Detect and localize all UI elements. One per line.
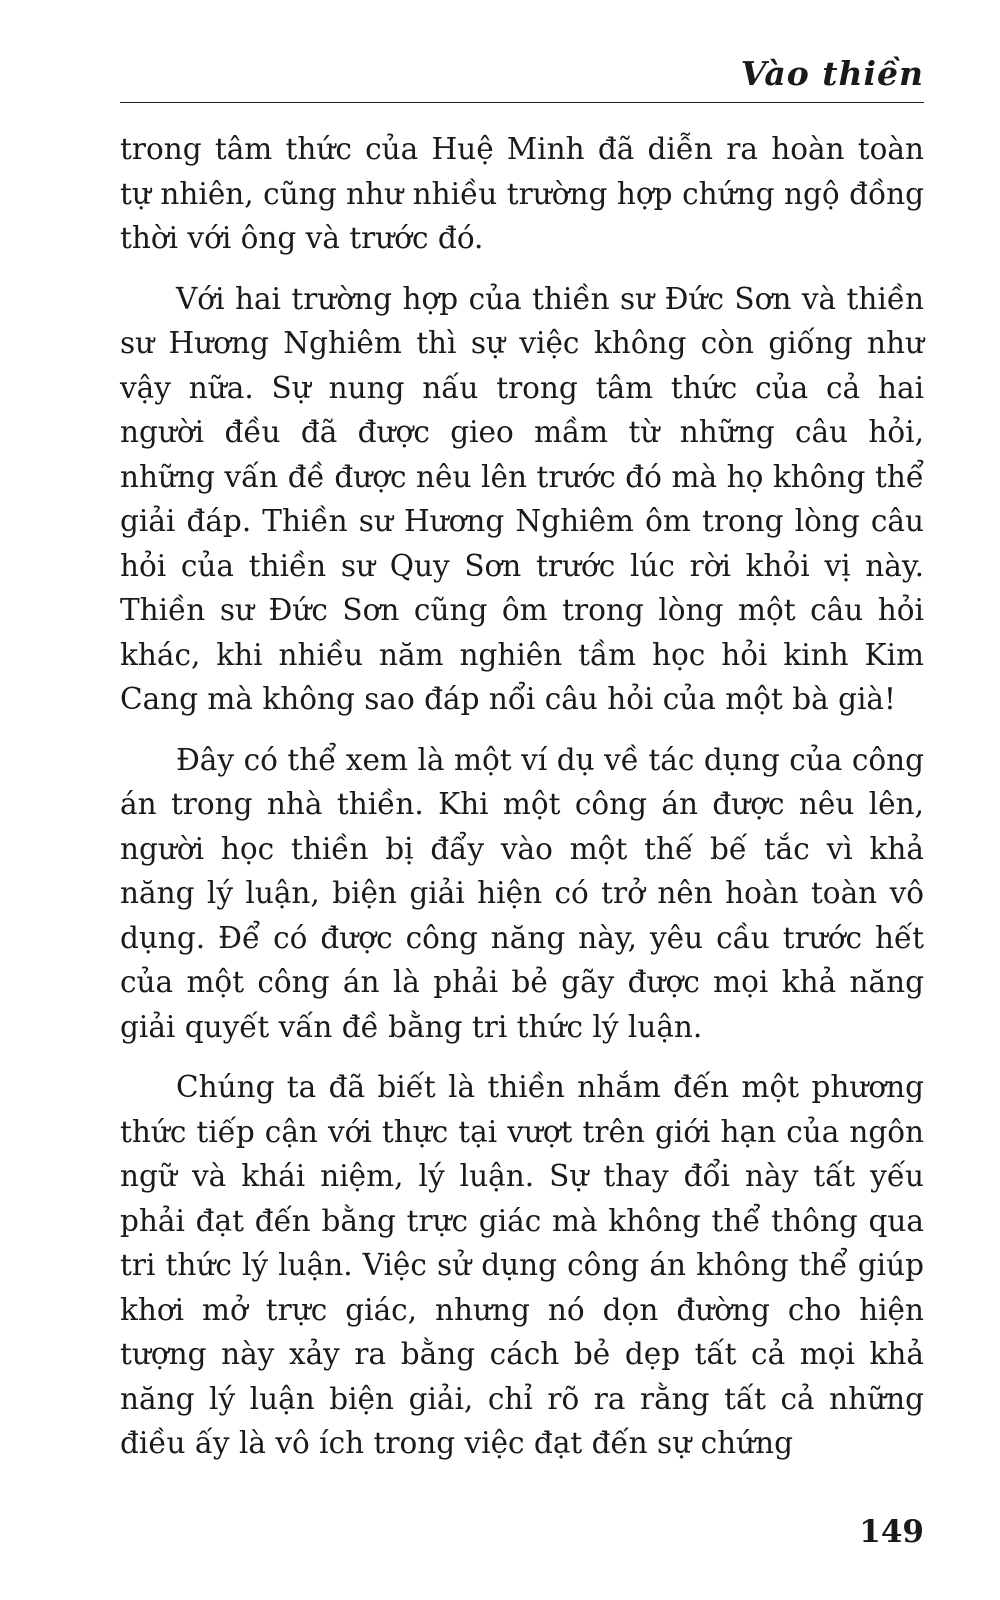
paragraph-2: Với hai trường hợp của thiền sư Đức Sơn và thiền sư Hương Nghiêm thì sự việc không còn giống như vậy nữa. Sự nung nấu trong tâm thức của cả hai người đều đã được gieo mầm từ những câu hỏi, những vấn đề được nêu lên trước đó mà họ không thể giải đáp. Thiền sư Hương Nghiêm ôm trong lòng câu hỏi của thiền sư Quy Sơn trước lúc rời khỏi vị này. Thiền sư Đức Sơn cũng ôm trong lòng một câu hỏi khác, khi nhiều năm nghiên tầm học hỏi kinh Kim Cang mà không sao đáp nổi câu hỏi của một bà già! [120, 281, 924, 716]
paragraph-1: trong tâm thức của Huệ Minh đã diễn ra hoàn toàn tự nhiên, cũng như nhiều trường hợp chứng ngộ đồng thời với ông và trước đó. [120, 132, 924, 255]
running-title: Vào thiền [740, 54, 924, 93]
paragraph-4: Chúng ta đã biết là thiền nhắm đến một phương thức tiếp cận với thực tại vượt trên giới hạn của ngôn ngữ và khái niệm, lý luận. Sự thay đổi này tất yếu phải đạt đến bằng trực giác mà không thể thông qua tri thức lý luận. Việc sử dụng công án không thể giúp khơi mở trực giác, nhưng nó dọn đường cho hiện tượng này xảy ra bằng cách bẻ dẹp tất cả mọi khả năng lý luận biện giải, chỉ rõ ra rằng tất cả những điều ấy là vô ích trong việc đạt đến sự chứng [120, 1070, 924, 1460]
page-number: 149 [859, 1514, 924, 1550]
paragraph-3: Đây có thể xem là một ví dụ về tác dụng của công án trong nhà thiền. Khi một công án được nêu lên, người học thiền bị đẩy vào một thế bế tắc vì khả năng lý luận, biện giải hiện có trở nên hoàn toàn vô dụng. Để có được công năng này, yêu cầu trước hết của một công án là phải bẻ gãy được mọi khả năng giải quyết vấn đề bằng tri thức lý luận. [120, 742, 924, 1044]
running-header [120, 52, 924, 103]
body-text [120, 127, 924, 1482]
